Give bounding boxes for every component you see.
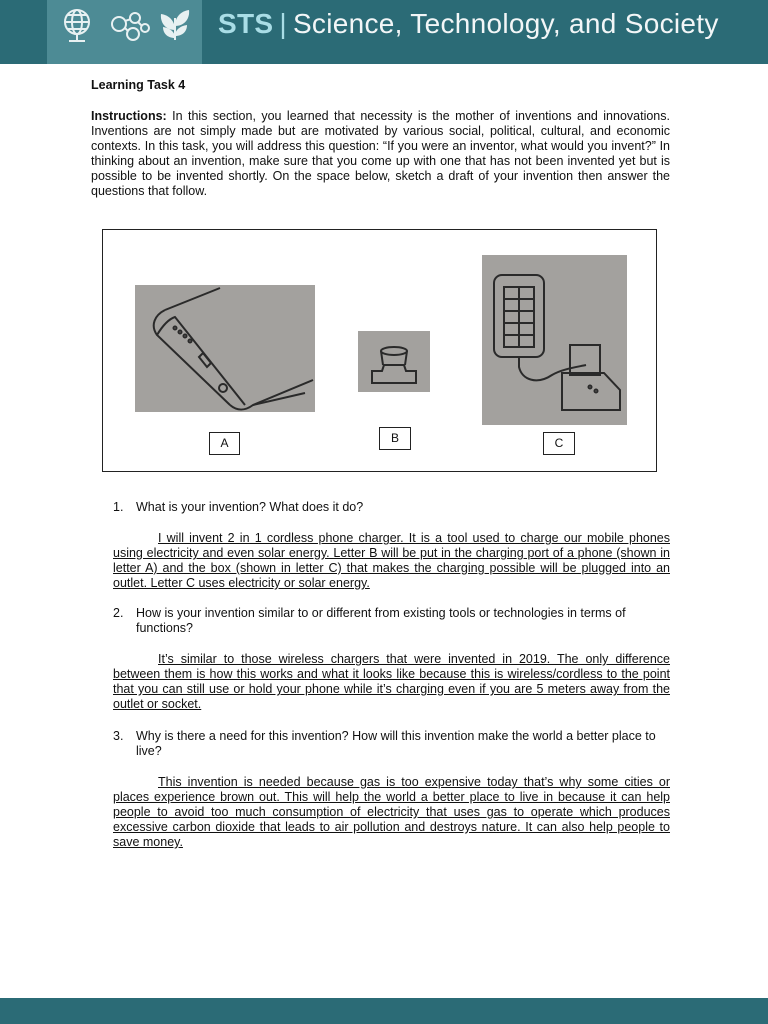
sprout-icon <box>161 10 189 40</box>
question-text: How is your invention similar to or different from existing tools or technologies in terms of functions? <box>136 606 626 635</box>
globe-icon <box>65 10 89 41</box>
sketch-box <box>102 229 657 472</box>
question-1 <box>113 500 670 515</box>
sketch-charger-image <box>482 255 627 425</box>
instructions-label: Instructions: <box>91 109 167 123</box>
question-number: 1. <box>113 500 124 514</box>
sketch-label-c: C <box>543 432 575 455</box>
sketch-label-a: A <box>209 432 240 455</box>
question-text: What is your invention? What does it do? <box>136 500 364 514</box>
header-title-text: Science, Technology, and Society <box>292 8 719 39</box>
instructions-paragraph <box>91 109 670 199</box>
molecule-icon <box>112 13 149 40</box>
header-icon-panel <box>47 0 202 64</box>
question-text: Why is there a need for this invention? How will this invention make the world a better place to live? <box>136 729 656 758</box>
header-abbr: STS <box>218 8 274 39</box>
footer-bar <box>0 998 768 1024</box>
answer-2: It’s similar to those wireless chargers that were invented in 2019. The only difference between them is how this works and what it looks like because this is wireless/cordless to the point that you can still use or hold your phone while it’s charging even if you are 5 meters away from the outlet or socket. <box>113 652 670 711</box>
question-number: 3. <box>113 729 124 743</box>
question-3 <box>113 729 670 759</box>
answer-1: I will invent 2 in 1 cordless phone charger. It is a tool used to charge our mobile phones using electricity and even solar energy. Letter B will be put in the charging port of a phone (shown in letter A) and the box (shown in letter C) that makes the charging possible will be plugged into an outlet. Letter C uses electricity or solar energy. <box>113 531 670 590</box>
question-2 <box>113 606 670 636</box>
sketch-label-b: B <box>379 427 411 450</box>
answer-3: This invention is needed because gas is too expensive today that’s why some cities or places experience brown out. This will help the world a better place to live in because it can help people to avoid too much consumption of electricity that uses gas to operate which produces excessive carbon dioxide that leads to air pollution and destroys nature. It can also help people to save money. <box>113 775 670 849</box>
sketch-plug-image <box>358 331 430 392</box>
question-number: 2. <box>113 606 124 620</box>
header-banner <box>0 0 768 64</box>
header-separator: | <box>279 8 287 39</box>
task-title: Learning Task 4 <box>91 78 186 92</box>
header-title <box>218 8 719 40</box>
instructions-text: In this section, you learned that necessity is the mother of inventions and innovations. Inventions are not simply made but are motivated by various social, political, cultural, and economic contexts. In this task, you will address this question: “If you were an inventor, what would you invent?” In thinking about an invention, make sure that you come up with one that has not been invented yet but is possible to be invented shortly. On the space below, sketch a draft of your invention then answer the questions that follow. <box>91 109 670 198</box>
sketch-phone-image <box>135 285 315 412</box>
